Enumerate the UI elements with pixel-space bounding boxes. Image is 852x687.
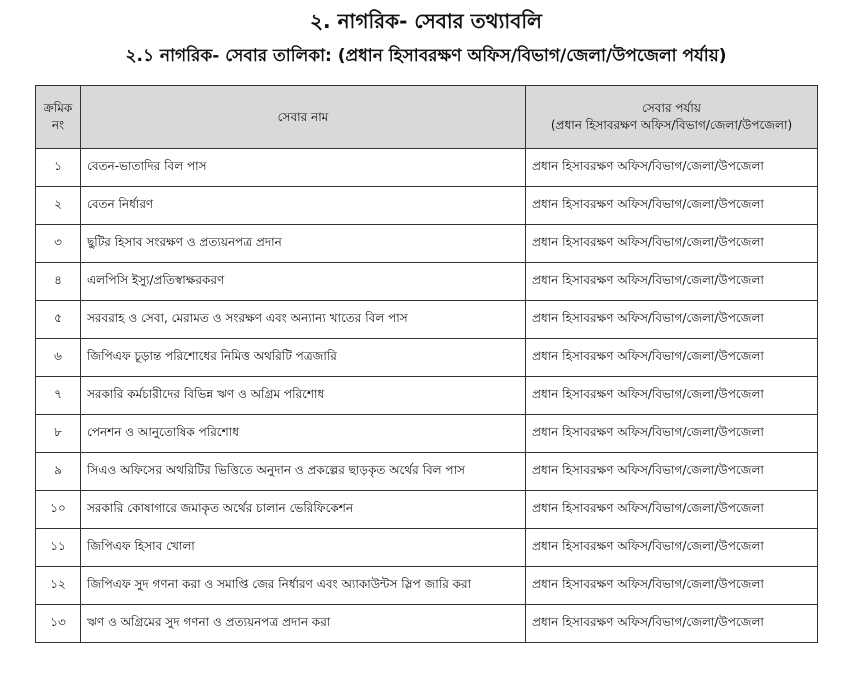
row-service-name: বেতন নির্ধারণ (81, 187, 526, 225)
row-service-level: প্রধান হিসাবরক্ষণ অফিস/বিভাগ/জেলা/উপজেলা (526, 567, 818, 605)
row-service-name: সরকারি কর্মচারীদের বিভিন্ন ঋণ ও অগ্রিম পরিশোধ (81, 377, 526, 415)
header-serial-line2: নং (51, 118, 65, 132)
row-service-name: সিএও অফিসের অথরিটির ভিত্তিতে অনুদান ও প্রকল্পের ছাড়কৃত অর্থের বিল পাস (81, 453, 526, 491)
header-row (36, 86, 818, 149)
row-service-level: প্রধান হিসাবরক্ষণ অফিস/বিভাগ/জেলা/উপজেলা (526, 453, 818, 491)
row-service-level: প্রধান হিসাবরক্ষণ অফিস/বিভাগ/জেলা/উপজেলা (526, 263, 818, 301)
row-serial: ১০ (36, 491, 81, 529)
table-row (36, 491, 818, 529)
row-serial: ৭ (36, 377, 81, 415)
table-body (36, 149, 818, 643)
row-serial: ১১ (36, 529, 81, 567)
table-row (36, 263, 818, 301)
row-serial: ৫ (36, 301, 81, 339)
row-service-level: প্রধান হিসাবরক্ষণ অফিস/বিভাগ/জেলা/উপজেলা (526, 225, 818, 263)
row-service-name: পেনশন ও আনুতোষিক পরিশোধ (81, 415, 526, 453)
table-row (36, 567, 818, 605)
header-service-level (526, 86, 818, 149)
row-service-level: প্রধান হিসাবরক্ষণ অফিস/বিভাগ/জেলা/উপজেলা (526, 605, 818, 643)
header-serial-line1: ক্রমিক (43, 101, 73, 115)
row-service-level: প্রধান হিসাবরক্ষণ অফিস/বিভাগ/জেলা/উপজেলা (526, 377, 818, 415)
row-serial: ১২ (36, 567, 81, 605)
row-service-name: জিপিএফ হিসাব খোলা (81, 529, 526, 567)
page-title: ২. নাগরিক- সেবার তথ্যাবলি (310, 9, 542, 33)
row-service-level: প্রধান হিসাবরক্ষণ অফিস/বিভাগ/জেলা/উপজেলা (526, 415, 818, 453)
header-serial (36, 86, 81, 149)
service-table (35, 85, 818, 643)
table-row (36, 339, 818, 377)
row-serial: ১৩ (36, 605, 81, 643)
row-service-level: প্রধান হিসাবরক্ষণ অফিস/বিভাগ/জেলা/উপজেলা (526, 187, 818, 225)
table-row (36, 529, 818, 567)
row-service-level: প্রধান হিসাবরক্ষণ অফিস/বিভাগ/জেলা/উপজেলা (526, 301, 818, 339)
row-service-level: প্রধান হিসাবরক্ষণ অফিস/বিভাগ/জেলা/উপজেলা (526, 339, 818, 377)
table-row (36, 301, 818, 339)
table-row (36, 453, 818, 491)
row-serial: ৮ (36, 415, 81, 453)
table-row (36, 605, 818, 643)
row-service-name: ঋণ ও অগ্রিমের সুদ গণনা ও প্রত্যয়নপত্র প্রদান করা (81, 605, 526, 643)
row-service-level: প্রধান হিসাবরক্ষণ অফিস/বিভাগ/জেলা/উপজেলা (526, 491, 818, 529)
row-serial: ২ (36, 187, 81, 225)
row-serial: ৩ (36, 225, 81, 263)
row-service-name: সরবরাহ ও সেবা, মেরামত ও সংরক্ষণ এবং অন্যান্য খাতের বিল পাস (81, 301, 526, 339)
row-serial: ৪ (36, 263, 81, 301)
row-service-name: সরকারি কোষাগারে জমাকৃত অর্থের চালান ভেরিফিকেশন (81, 491, 526, 529)
row-serial: ৯ (36, 453, 81, 491)
table-row (36, 225, 818, 263)
page-subtitle: ২.১ নাগরিক- সেবার তালিকা: (প্রধান হিসাবরক্ষণ অফিস/বিভাগ/জেলা/উপজেলা পর্যায়) (125, 46, 727, 66)
row-service-name: জিপিএফ চূড়ান্ত পরিশোধের নিমিত্ত অথরিটি পত্রজারি (81, 339, 526, 377)
header-level-line1: সেবার পর্যায় (642, 101, 701, 115)
row-service-name: এলপিসি ইস্যু/প্রতিস্বাক্ষরকরণ (81, 263, 526, 301)
row-service-level: প্রধান হিসাবরক্ষণ অফিস/বিভাগ/জেলা/উপজেলা (526, 149, 818, 187)
table-row (36, 415, 818, 453)
header-level-line2: (প্রধান হিসাবরক্ষণ অফিস/বিভাগ/জেলা/উপজেলা) (550, 118, 793, 132)
header-service-name: সেবার নাম (81, 86, 526, 149)
table-row (36, 149, 818, 187)
table-row (36, 377, 818, 415)
table-header (36, 86, 818, 149)
table-row (36, 187, 818, 225)
row-service-level: প্রধান হিসাবরক্ষণ অফিস/বিভাগ/জেলা/উপজেলা (526, 529, 818, 567)
row-service-name: জিপিএফ সুদ গণনা করা ও সমাপ্তি জের নির্ধারণ এবং অ্যাকাউন্টস স্লিপ জারি করা (81, 567, 526, 605)
row-serial: ৬ (36, 339, 81, 377)
row-service-name: বেতন-ভাতাদির বিল পাস (81, 149, 526, 187)
row-serial: ১ (36, 149, 81, 187)
row-service-name: ছুটির হিসাব সংরক্ষণ ও প্রত্যয়নপত্র প্রদান (81, 225, 526, 263)
